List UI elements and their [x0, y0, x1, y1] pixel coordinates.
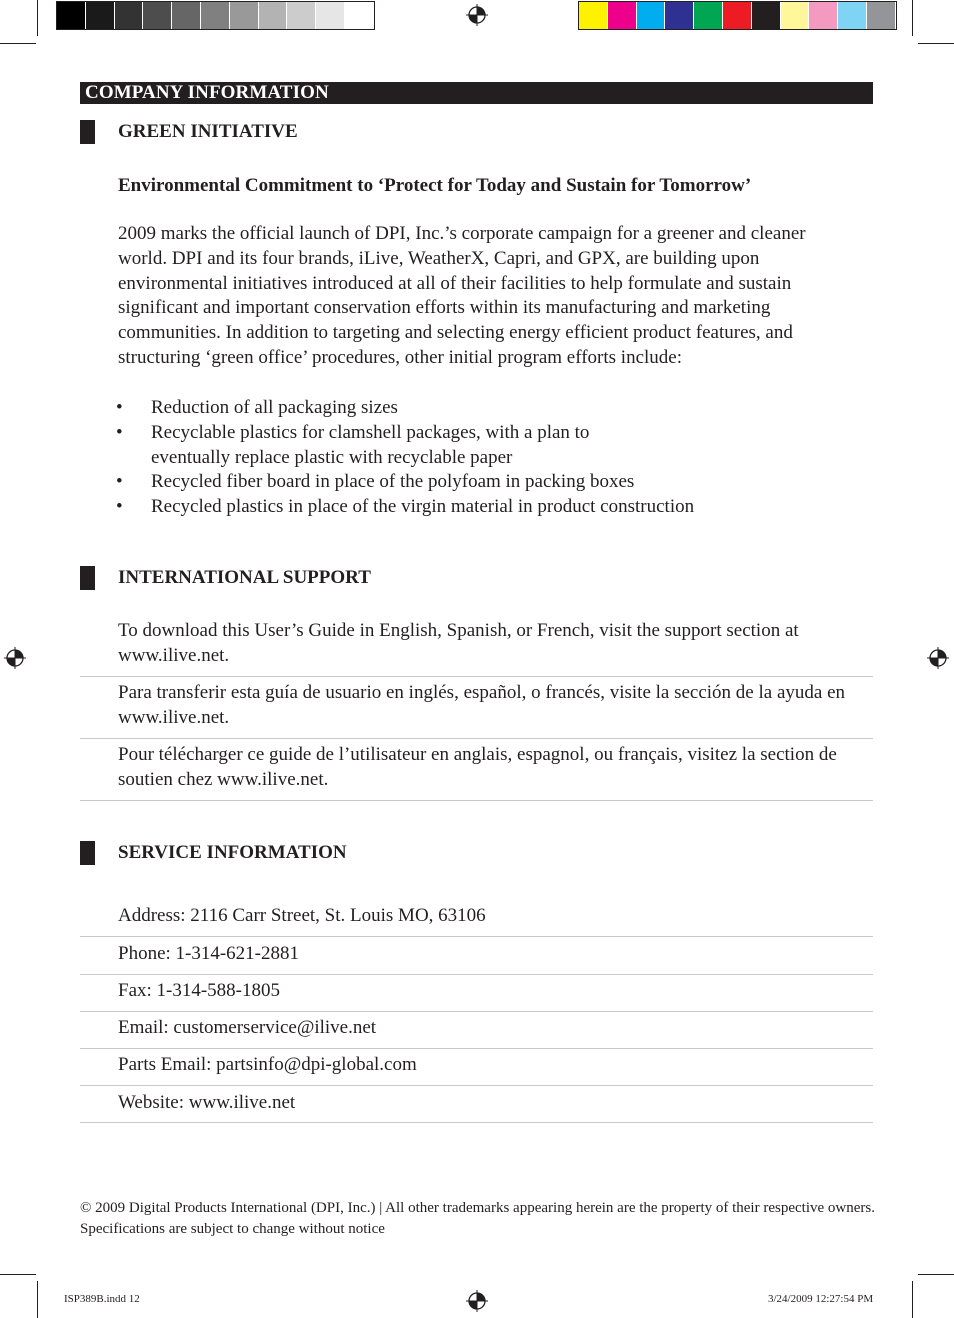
crop-mark-top-right-vertical: [912, 0, 913, 36]
service-information-heading: SERVICE INFORMATION: [118, 842, 347, 863]
gray-swatch: [57, 2, 86, 29]
gray-swatch: [86, 2, 115, 29]
gray-swatch: [230, 2, 259, 29]
heading-marker: [80, 841, 95, 865]
heading-marker: [80, 566, 95, 590]
list-item: • Reduction of all packaging sizes: [110, 396, 870, 421]
registration-mark-right: [927, 647, 949, 669]
crop-mark-bottom-right-horizontal: [918, 1274, 954, 1275]
gray-swatch: [259, 2, 288, 29]
service-row-parts-email: Parts Email: partsinfo@dpi-global.com: [80, 1049, 873, 1086]
color-swatch: [637, 2, 666, 29]
heading-marker: [80, 120, 95, 144]
service-row-phone: Phone: 1-314-621-2881: [80, 937, 873, 975]
list-item: • Recyclable plastics for clamshell packages, with a plan to eventually replace plastic with recyclable paper: [116, 421, 590, 468]
green-initiative-subheading: Environmental Commitment to ‘Protect for Today and Sustain for Tomorrow’: [118, 175, 752, 196]
registration-mark-left: [4, 647, 26, 669]
crop-mark-bottom-left-vertical: [37, 1281, 38, 1318]
bullet-icon: •: [116, 471, 123, 493]
service-row-website: Website: www.ilive.net: [80, 1086, 873, 1123]
international-support-heading: INTERNATIONAL SUPPORT: [118, 567, 371, 588]
support-text: Pour télécharger ce guide de l’utilisateur en anglais, espagnol, ou français, visitez la section de soutien chez www.ilive.net.: [118, 744, 837, 790]
list-item: • Recycled plastics in place of the virgin material in product construction: [110, 495, 870, 520]
color-swatch: [867, 2, 896, 29]
support-row-english: [80, 612, 873, 677]
grayscale-calibration-bar: [56, 1, 375, 30]
gray-swatch: [316, 2, 345, 29]
gray-swatch: [115, 2, 144, 29]
support-row-french: [80, 739, 873, 801]
crop-mark-top-left-vertical: [37, 0, 38, 36]
bullet-icon: •: [116, 397, 123, 418]
color-swatch: [752, 2, 781, 29]
color-swatch: [723, 2, 752, 29]
color-swatch: [781, 2, 810, 29]
color-calibration-bar: [578, 1, 897, 30]
list-item: • Recycled fiber board in place of the polyfoam in packing boxes: [110, 470, 870, 495]
support-text: To download this User’s Guide in English, Spanish, or French, visit the support section at www.ilive.net.: [118, 620, 799, 666]
green-initiative-paragraph: 2009 marks the official launch of DPI, Inc.’s corporate campaign for a greener and cleaner world. DPI and its four brands, iLive, WeatherX, Capri, and GPX, are building upon environmental initiatives introduced at all of their facilities to help formulate and sustain significant and important conservation efforts within its manufacturing and marketing communities. In addition to targeting and selecting energy efficient product features, and structuring ‘green office’ procedures, other initial program efforts include:: [118, 223, 806, 368]
section-title-bar: [80, 82, 873, 104]
service-row-email: Email: customerservice@ilive.net: [80, 1012, 873, 1049]
gray-swatch: [201, 2, 230, 29]
color-swatch: [608, 2, 637, 29]
slug-filename: ISP389B.indd 12: [64, 1293, 140, 1305]
service-row-fax: Fax: 1-314-588-1805: [80, 975, 873, 1012]
green-initiative-heading: GREEN INITIATIVE: [118, 121, 298, 142]
green-initiative-bullet-list: [110, 396, 870, 520]
crop-mark-bottom-left-horizontal: [0, 1274, 36, 1275]
registration-mark-top: [466, 4, 488, 26]
crop-mark-top-right-horizontal: [918, 43, 954, 44]
color-swatch: [665, 2, 694, 29]
slug-timestamp: 3/24/2009 12:27:54 PM: [768, 1293, 874, 1305]
gray-swatch: [287, 2, 316, 29]
bullet-icon: •: [116, 496, 123, 518]
registration-mark-bottom: [466, 1290, 488, 1312]
support-text: Para transferir esta guía de usuario en inglés, español, o francés, visite la sección de la ayuda en www.ilive.net.: [118, 682, 846, 728]
gray-swatch: [345, 2, 374, 29]
bullet-icon: •: [116, 421, 123, 443]
copyright-notice: © 2009 Digital Products International (DPI, Inc.) | All other trademarks appearing herein are the property of their respective owners. Specifications are subject to change without notice: [80, 1200, 875, 1237]
crop-mark-top-left-horizontal: [0, 43, 36, 44]
color-swatch: [809, 2, 838, 29]
color-swatch: [579, 2, 608, 29]
section-title: COMPANY INFORMATION: [85, 82, 329, 103]
support-row-spanish: [80, 677, 873, 739]
gray-swatch: [143, 2, 172, 29]
color-swatch: [694, 2, 723, 29]
color-swatch: [838, 2, 867, 29]
crop-mark-bottom-right-vertical: [912, 1281, 913, 1318]
service-row-address: Address: 2116 Carr Street, St. Louis MO, 63106: [80, 896, 873, 937]
gray-swatch: [172, 2, 201, 29]
